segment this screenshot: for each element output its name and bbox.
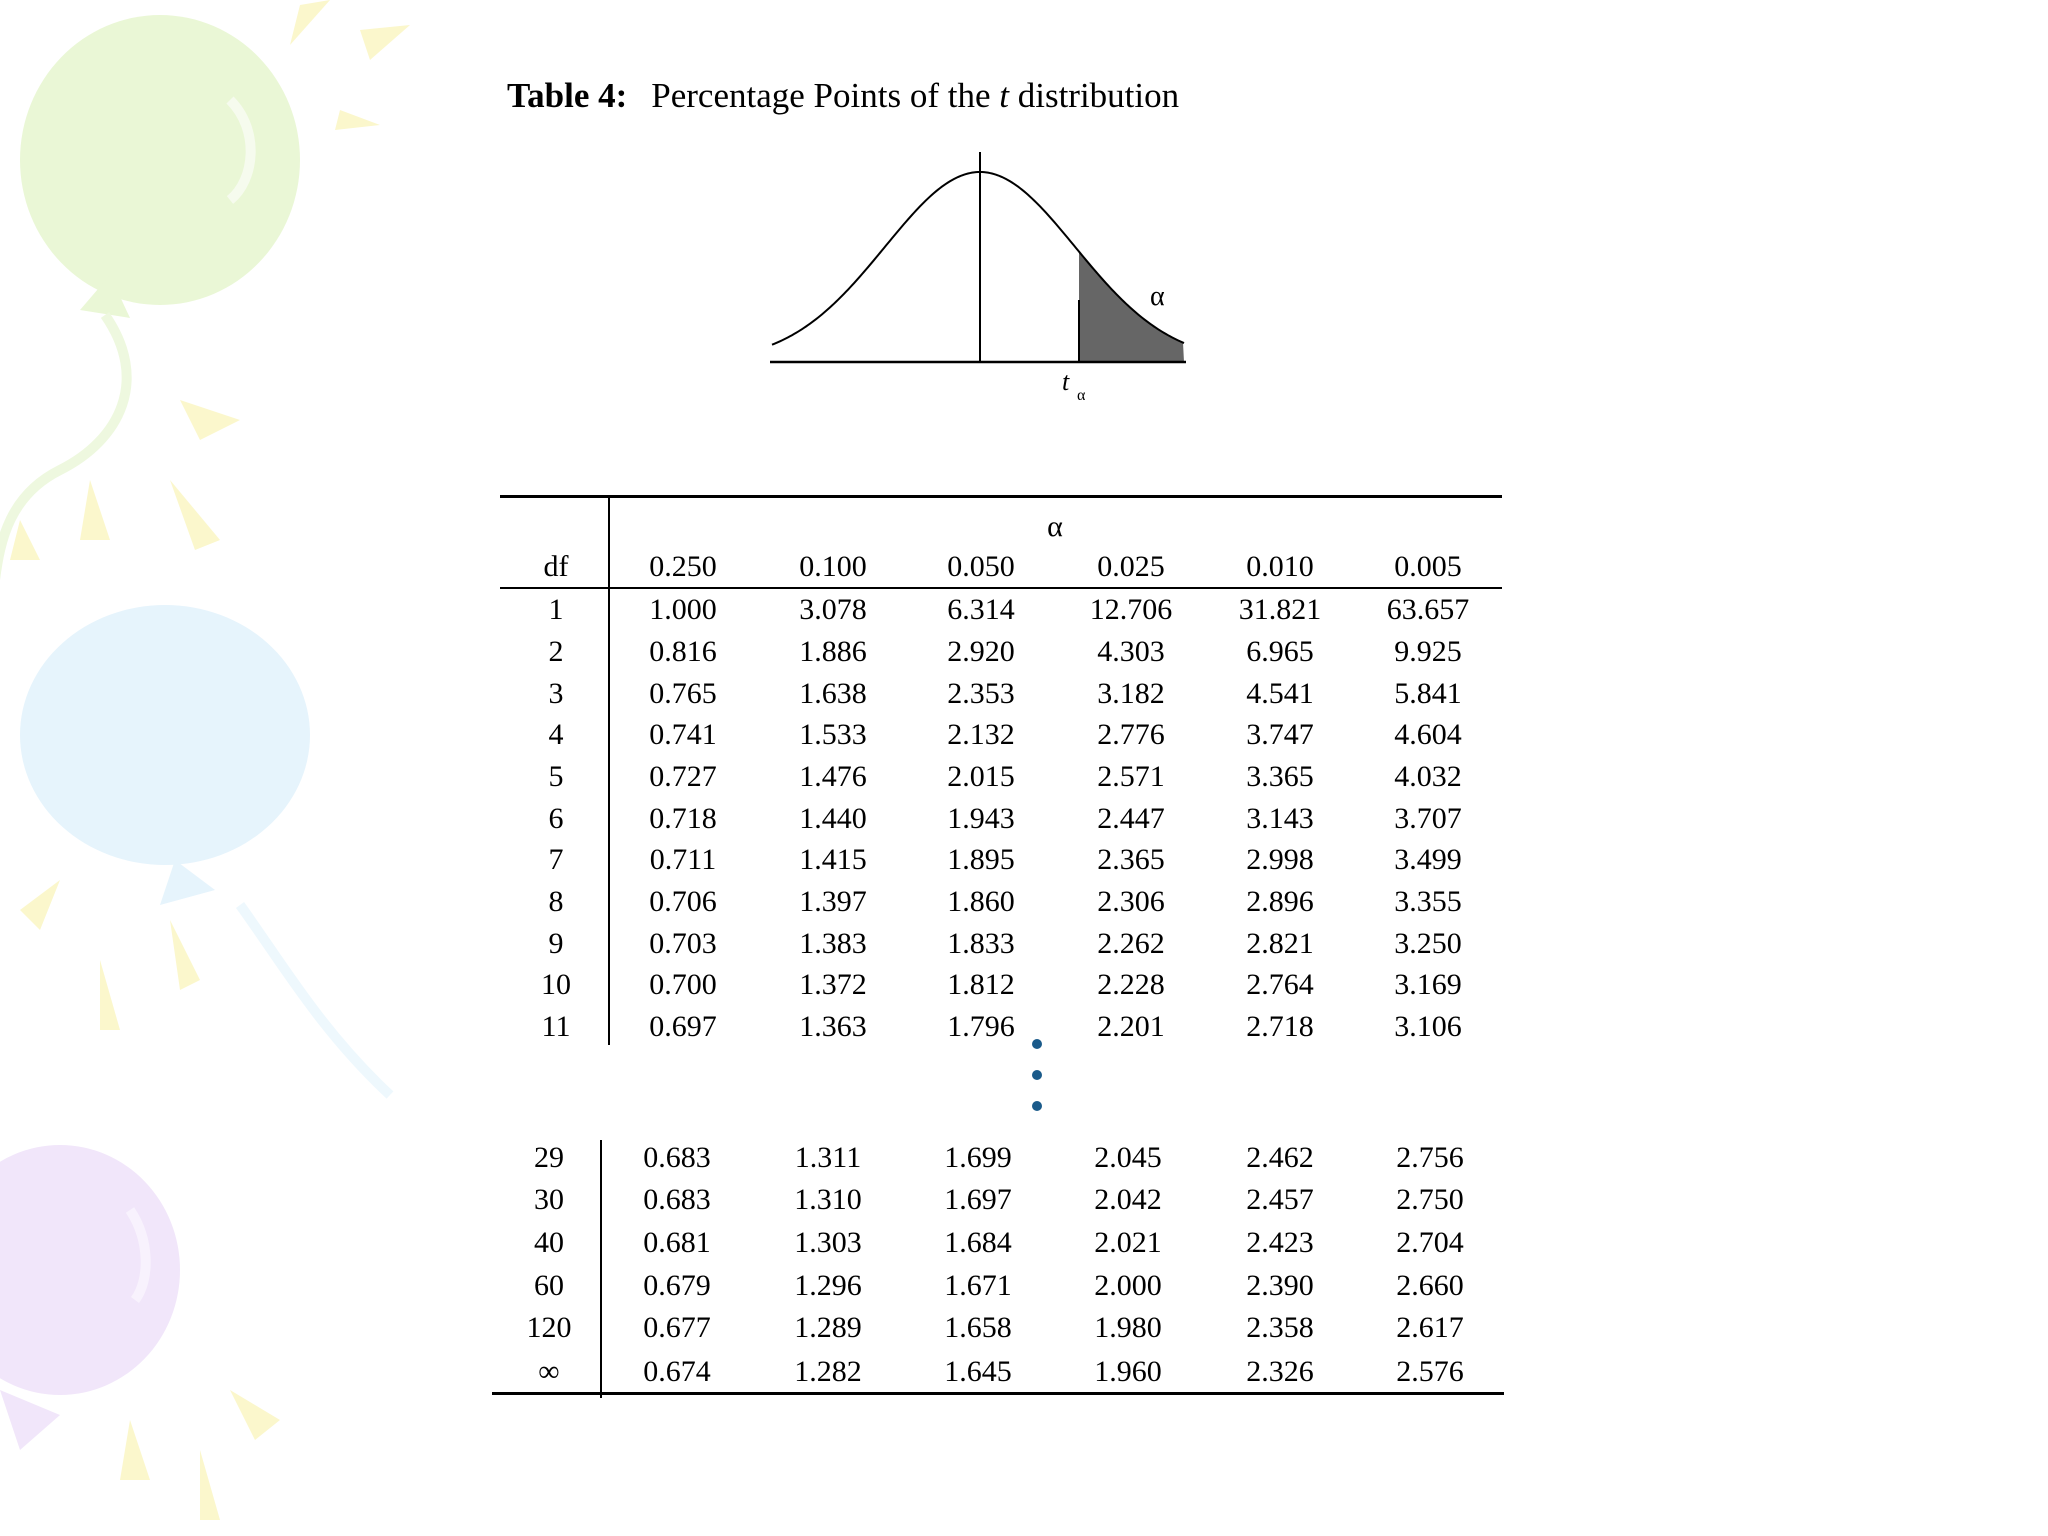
- alpha-header: α: [1047, 510, 1063, 543]
- critical-value-cell: 1.440: [799, 802, 867, 835]
- critical-value-cell: 0.681: [643, 1226, 711, 1259]
- df-cell: 40: [534, 1226, 564, 1259]
- df-cell: 60: [534, 1269, 564, 1302]
- critical-value-cell: 2.326: [1246, 1355, 1314, 1388]
- critical-value-cell: 0.741: [649, 718, 717, 751]
- critical-value-cell: 6.314: [947, 593, 1015, 626]
- critical-value-cell: 2.042: [1094, 1183, 1162, 1216]
- critical-value-cell: 3.499: [1394, 843, 1462, 876]
- tail-alpha-label: α: [1150, 281, 1165, 312]
- critical-value-cell: 1.895: [947, 843, 1015, 876]
- critical-value-cell: 2.423: [1246, 1226, 1314, 1259]
- critical-value-cell: 1.671: [944, 1269, 1012, 1302]
- critical-value-cell: 63.657: [1386, 593, 1470, 626]
- alpha-level-header: 0.010: [1246, 550, 1314, 583]
- critical-value-cell: 2.718: [1246, 1010, 1314, 1043]
- critical-value-cell: 1.833: [947, 927, 1015, 960]
- critical-value-cell: 2.756: [1396, 1141, 1464, 1174]
- critical-value-cell: 2.021: [1094, 1226, 1162, 1259]
- critical-value-cell: 2.920: [947, 635, 1015, 668]
- df-cell: 29: [534, 1141, 564, 1174]
- critical-value-cell: 0.700: [649, 968, 717, 1001]
- critical-value-cell: 1.296: [794, 1269, 862, 1302]
- critical-value-cell: 12.706: [1089, 593, 1173, 626]
- title-text-before: Percentage Points of the: [651, 76, 1000, 115]
- critical-value-cell: 1.638: [799, 677, 867, 710]
- critical-value-cell: 0.765: [649, 677, 717, 710]
- critical-value-cell: 3.707: [1394, 802, 1462, 835]
- critical-value-cell: 1.363: [799, 1010, 867, 1043]
- critical-value-cell: 3.169: [1394, 968, 1462, 1001]
- critical-t-label: t: [1062, 367, 1070, 396]
- critical-value-cell: 1.812: [947, 968, 1015, 1001]
- df-cell: ∞: [538, 1355, 560, 1388]
- title-italic-t: t: [999, 76, 1009, 115]
- critical-value-cell: 2.660: [1396, 1269, 1464, 1302]
- alpha-level-header: 0.005: [1394, 550, 1462, 583]
- df-cell: 9: [548, 927, 564, 960]
- df-cell: 2: [548, 635, 564, 668]
- critical-value-cell: 2.015: [947, 760, 1015, 793]
- title-text-after: distribution: [1008, 76, 1180, 115]
- critical-value-cell: 3.355: [1394, 885, 1462, 918]
- critical-value-cell: 2.576: [1396, 1355, 1464, 1388]
- critical-value-cell: 0.711: [649, 843, 717, 876]
- df-cell: 10: [541, 968, 571, 1001]
- critical-value-cell: 6.965: [1246, 635, 1314, 668]
- critical-value-cell: 2.998: [1246, 843, 1314, 876]
- critical-value-cell: 1.282: [794, 1355, 862, 1388]
- critical-value-cell: 3.250: [1394, 927, 1462, 960]
- critical-value-cell: 2.045: [1094, 1141, 1162, 1174]
- critical-value-cell: 4.541: [1246, 677, 1314, 710]
- critical-value-cell: 1.699: [944, 1141, 1012, 1174]
- critical-value-cell: 1.372: [799, 968, 867, 1001]
- critical-value-cell: 1.960: [1094, 1355, 1162, 1388]
- critical-value-cell: 0.706: [649, 885, 717, 918]
- df-cell: 11: [541, 1010, 571, 1043]
- critical-value-cell: 0.674: [643, 1355, 711, 1388]
- critical-value-cell: 2.617: [1396, 1311, 1464, 1344]
- critical-value-cell: 2.000: [1094, 1269, 1162, 1302]
- df-header: df: [543, 550, 569, 583]
- critical-value-cell: 0.718: [649, 802, 717, 835]
- critical-value-cell: 2.306: [1097, 885, 1165, 918]
- critical-value-cell: 1.397: [799, 885, 867, 918]
- critical-value-cell: 2.132: [947, 718, 1015, 751]
- critical-value-cell: 5.841: [1394, 677, 1462, 710]
- df-cell: 1: [548, 593, 564, 626]
- critical-value-cell: 1.415: [799, 843, 867, 876]
- critical-value-cell: 2.776: [1097, 718, 1165, 751]
- df-cell: 120: [526, 1311, 572, 1344]
- critical-value-cell: 1.000: [649, 593, 717, 626]
- critical-value-cell: 1.310: [794, 1183, 862, 1216]
- df-cell: 3: [548, 677, 564, 710]
- critical-value-cell: 2.390: [1246, 1269, 1314, 1302]
- critical-value-cell: 3.106: [1394, 1010, 1462, 1043]
- critical-value-cell: 0.683: [643, 1183, 711, 1216]
- alpha-level-header: 0.250: [649, 550, 717, 583]
- df-cell: 7: [548, 843, 564, 876]
- df-cell: 6: [548, 802, 564, 835]
- critical-value-cell: 1.383: [799, 927, 867, 960]
- critical-value-cell: 1.684: [944, 1226, 1012, 1259]
- critical-value-cell: 2.365: [1097, 843, 1165, 876]
- critical-value-cell: 2.228: [1097, 968, 1165, 1001]
- critical-value-cell: 0.677: [643, 1311, 711, 1344]
- critical-value-cell: 3.078: [799, 593, 867, 626]
- critical-value-cell: 9.925: [1394, 635, 1462, 668]
- critical-value-cell: 1.860: [947, 885, 1015, 918]
- alpha-level-header: 0.050: [947, 550, 1015, 583]
- critical-value-cell: 2.462: [1246, 1141, 1314, 1174]
- critical-value-cell: 1.289: [794, 1311, 862, 1344]
- critical-value-cell: 2.353: [947, 677, 1015, 710]
- table-number: Table 4:: [507, 76, 628, 115]
- critical-value-cell: 2.821: [1246, 927, 1314, 960]
- critical-value-cell: 1.980: [1094, 1311, 1162, 1344]
- critical-value-cell: 0.727: [649, 760, 717, 793]
- critical-value-cell: 2.201: [1097, 1010, 1165, 1043]
- table-top-rule: [500, 495, 1502, 498]
- blue-balloon: [20, 605, 390, 1095]
- critical-value-cell: 4.303: [1097, 635, 1165, 668]
- critical-value-cell: 0.703: [649, 927, 717, 960]
- df-cell: 30: [534, 1183, 564, 1216]
- critical-alpha-subscript: α: [1077, 387, 1086, 404]
- critical-value-cell: 2.571: [1097, 760, 1165, 793]
- critical-value-cell: 0.679: [643, 1269, 711, 1302]
- table-bottom-rule: [492, 1392, 1504, 1395]
- purple-balloon: [0, 1145, 180, 1450]
- critical-value-cell: 0.683: [643, 1141, 711, 1174]
- critical-value-cell: 1.303: [794, 1226, 862, 1259]
- critical-value-cell: 4.032: [1394, 760, 1462, 793]
- critical-value-cell: 3.365: [1246, 760, 1314, 793]
- critical-value-cell: 1.658: [944, 1311, 1012, 1344]
- df-cell: 8: [548, 885, 564, 918]
- critical-value-cell: 2.764: [1246, 968, 1314, 1001]
- critical-value-cell: 2.750: [1396, 1183, 1464, 1216]
- critical-value-cell: 31.821: [1238, 593, 1322, 626]
- critical-value-cell: 0.816: [649, 635, 717, 668]
- critical-value-cell: 1.645: [944, 1355, 1012, 1388]
- df-cell: 5: [548, 760, 564, 793]
- alpha-level-header: 0.025: [1097, 550, 1165, 583]
- critical-value-cell: 2.358: [1246, 1311, 1314, 1344]
- top-block-divider: [608, 495, 610, 1045]
- critical-value-cell: 1.311: [794, 1141, 862, 1174]
- critical-value-cell: 0.697: [649, 1010, 717, 1043]
- critical-value-cell: 4.604: [1394, 718, 1462, 751]
- upper-tail-shaded-area: [1079, 252, 1184, 362]
- critical-value-cell: 3.747: [1246, 718, 1314, 751]
- critical-value-cell: 1.697: [944, 1183, 1012, 1216]
- df-cell: 4: [548, 718, 564, 751]
- critical-value-cell: 2.447: [1097, 802, 1165, 835]
- critical-value-cell: 3.143: [1246, 802, 1314, 835]
- ellipsis-dot: [1032, 1101, 1042, 1111]
- critical-value-cell: 1.533: [799, 718, 867, 751]
- critical-value-cell: 1.886: [799, 635, 867, 668]
- ellipsis-dot: [1032, 1070, 1042, 1080]
- critical-value-cell: 1.943: [947, 802, 1015, 835]
- critical-value-cell: 1.796: [947, 1010, 1015, 1043]
- t-distribution-figure: [0, 0, 2048, 420]
- bottom-block-divider: [600, 1140, 602, 1398]
- critical-value-cell: 1.476: [799, 760, 867, 793]
- critical-value-cell: 2.457: [1246, 1183, 1314, 1216]
- critical-value-cell: 2.262: [1097, 927, 1165, 960]
- critical-value-cell: 2.704: [1396, 1226, 1464, 1259]
- critical-value-cell: 2.896: [1246, 885, 1314, 918]
- ellipsis-dot: [1032, 1039, 1042, 1049]
- alpha-level-header: 0.100: [799, 550, 867, 583]
- header-bottom-rule: [500, 587, 1502, 589]
- critical-value-cell: 3.182: [1097, 677, 1165, 710]
